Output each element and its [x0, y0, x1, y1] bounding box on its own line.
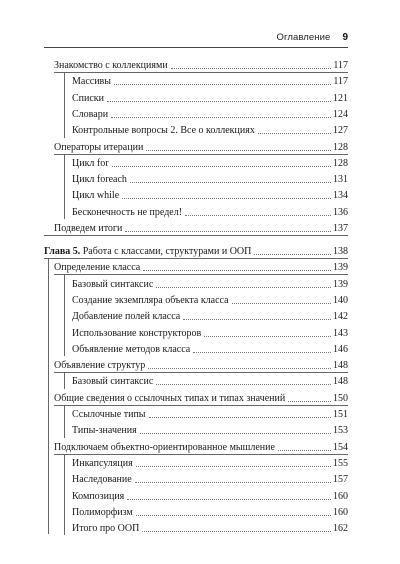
toc-entry-label: Бесконечность не предел!: [72, 207, 183, 218]
toc-entry-section: [54, 391, 348, 405]
toc-entry-section: [54, 221, 348, 235]
toc-entry-label: Типы-значения: [72, 425, 137, 436]
toc-entry-subsection: [72, 91, 348, 105]
toc-entry-label: Полиморфизм: [72, 507, 133, 518]
toc-entry-label: Создание экземпляра объекта класса: [72, 295, 229, 306]
toc-entry-label: [44, 246, 252, 258]
toc-entry-page: 150: [333, 393, 348, 404]
toc-entry-page: 160: [333, 507, 348, 518]
toc-entry-section: [54, 358, 348, 372]
toc-entry-label: Базовый синтаксис: [72, 376, 154, 387]
toc-entry-subsection: [72, 188, 348, 202]
toc-entry-label: Инкапсуляция: [72, 458, 133, 469]
toc-entry-page: 138: [333, 246, 348, 257]
toc-entry-page: 137: [333, 223, 348, 234]
toc-entry-label: Базовый синтаксис: [72, 279, 154, 290]
toc-entry-page: 148: [333, 376, 348, 387]
toc-entry-label: Итого про ООП: [72, 523, 140, 534]
leader-dots: [143, 270, 331, 271]
toc-entry-subsection: [72, 74, 348, 88]
toc-entry-page: 139: [333, 279, 348, 290]
toc-entry-page: 139: [333, 262, 348, 273]
leader-dots: [136, 515, 331, 516]
page-number: 9: [342, 32, 348, 43]
leader-dots: [125, 231, 331, 232]
toc-entry-section: [54, 440, 348, 454]
leader-dots: [146, 150, 331, 151]
section-bracket: [64, 454, 65, 535]
toc-entry-label: Объявление методов класса: [72, 344, 191, 355]
toc-entry-label: Общие сведения о ссылочных типах и типах значений: [54, 393, 286, 404]
leader-dots: [156, 287, 331, 288]
toc-entry-section: [54, 58, 348, 72]
toc-entry-subsection: [72, 107, 348, 121]
toc-entry-label: Наследование: [72, 474, 132, 485]
toc-entry-subsection: [72, 505, 348, 519]
toc-entry-page: 153: [333, 425, 348, 436]
leader-dots: [107, 101, 331, 102]
toc-entry-page: 162: [333, 523, 348, 534]
toc-entry-page: 143: [333, 328, 348, 339]
running-header: [44, 28, 348, 48]
leader-dots: [183, 319, 331, 320]
running-header-title: Оглавление: [276, 32, 331, 43]
toc-entry-page: 121: [333, 93, 348, 104]
toc-entry-subsection: [72, 489, 348, 503]
toc-entry-page: 128: [333, 158, 348, 169]
toc-entry-subsection: [72, 156, 348, 170]
toc-entry-label: Операторы итерации: [54, 142, 144, 153]
leader-dots: [140, 433, 331, 434]
toc-entry-label: Словари: [72, 109, 109, 120]
toc-entry-label: Контрольные вопросы 2. Все о коллекциях: [72, 125, 255, 136]
chapter-bracket: [48, 258, 49, 534]
leader-dots: [114, 84, 331, 85]
toc-entry-page: 124: [333, 109, 348, 120]
toc-entry-page: 148: [333, 360, 348, 371]
section-bracket: [64, 274, 65, 356]
toc-entry-page: 134: [333, 190, 348, 201]
toc-entry-label: Подведем итоги: [54, 223, 123, 234]
leader-dots: [204, 336, 331, 337]
toc-entry-page: 151: [333, 409, 348, 420]
toc-entry-subsection: [72, 326, 348, 340]
section-bracket: [64, 405, 65, 438]
toc-entry-section: [54, 260, 348, 274]
toc-entry-subsection: [72, 342, 348, 356]
leader-dots: [232, 303, 331, 304]
toc-entry-page: 136: [333, 207, 348, 218]
leader-dots: [130, 182, 331, 183]
toc-entry-page: 157: [333, 474, 348, 485]
section-rule: [54, 72, 348, 73]
toc-entry-page: 155: [333, 458, 348, 469]
section-bracket: [64, 372, 65, 389]
leader-dots: [278, 450, 331, 451]
toc-entry-subsection: [72, 205, 348, 219]
toc-entry-page: 117: [333, 60, 348, 71]
toc-entry-label: Использование конструкторов: [72, 328, 202, 339]
toc-entry-label: Знакомство с коллекциями: [54, 60, 168, 71]
leader-dots: [254, 254, 331, 255]
toc-entry-page: 140: [333, 295, 348, 306]
toc-entry-page: 117: [333, 76, 348, 87]
section-bracket: [64, 72, 65, 138]
toc-entry-label: Массивы: [72, 76, 111, 87]
section-rule: [54, 454, 348, 455]
toc-entry-label: Цикл for: [72, 158, 109, 169]
leader-dots: [122, 198, 331, 199]
toc-entry-page: 127: [333, 125, 348, 136]
toc-entry-subsection: [72, 309, 348, 323]
leader-dots: [112, 166, 331, 167]
toc-entry-page: 131: [333, 174, 348, 185]
toc-entry-label: Ссылочные типы: [72, 409, 146, 420]
chapter-rule: [44, 258, 348, 259]
leader-dots: [148, 368, 331, 369]
toc-entry-subsection: [72, 123, 348, 137]
toc-entry-subsection: [72, 172, 348, 186]
toc-entry-page: 128: [333, 142, 348, 153]
leader-dots: [288, 401, 331, 402]
chapter-number: Глава 5.: [44, 246, 81, 257]
leader-dots: [127, 499, 331, 500]
toc-entry-subsection: [72, 521, 348, 535]
toc-entry-subsection: [72, 423, 348, 437]
toc-entry-chapter: [44, 244, 348, 258]
toc-entry-page: 146: [333, 344, 348, 355]
toc-entry-label: Добавление полей класса: [72, 311, 181, 322]
toc-entry-subsection: [72, 407, 348, 421]
toc-entry-label: Цикл while: [72, 190, 120, 201]
section-rule: [44, 235, 348, 236]
toc-entry-subsection: [72, 277, 348, 291]
toc-entry-label: Композиция: [72, 491, 125, 502]
section-rule: [54, 154, 348, 155]
toc-entry-subsection: [72, 472, 348, 486]
toc-entry-page: 142: [333, 311, 348, 322]
leader-dots: [136, 466, 331, 467]
leader-dots: [149, 417, 331, 418]
toc-entry-page: 154: [333, 442, 348, 453]
leader-dots: [142, 531, 331, 532]
toc-entry-label: Определение класса: [54, 262, 141, 273]
toc-entry-label: Объявление структур: [54, 360, 146, 371]
leader-dots: [171, 68, 332, 69]
chapter-title: Работа с классами, структурами и ООП: [82, 246, 252, 257]
section-rule: [54, 274, 348, 275]
section-rule: [54, 405, 348, 406]
toc-entry-label: Списки: [72, 93, 105, 104]
toc-entry-subsection: [72, 374, 348, 388]
section-rule: [54, 372, 348, 373]
leader-dots: [185, 215, 331, 216]
toc-entry-label: Подключаем объектно-ориентированное мышление: [54, 442, 275, 453]
leader-dots: [193, 352, 331, 353]
leader-dots: [258, 133, 331, 134]
toc-entry-subsection: [72, 293, 348, 307]
toc-entry-page: 160: [333, 491, 348, 502]
toc-entry-label: Цикл foreach: [72, 174, 127, 185]
toc-entry-section: [54, 140, 348, 154]
leader-dots: [156, 384, 331, 385]
toc-entry-subsection: [72, 456, 348, 470]
leader-dots: [111, 117, 331, 118]
section-bracket: [64, 154, 65, 219]
leader-dots: [135, 482, 331, 483]
